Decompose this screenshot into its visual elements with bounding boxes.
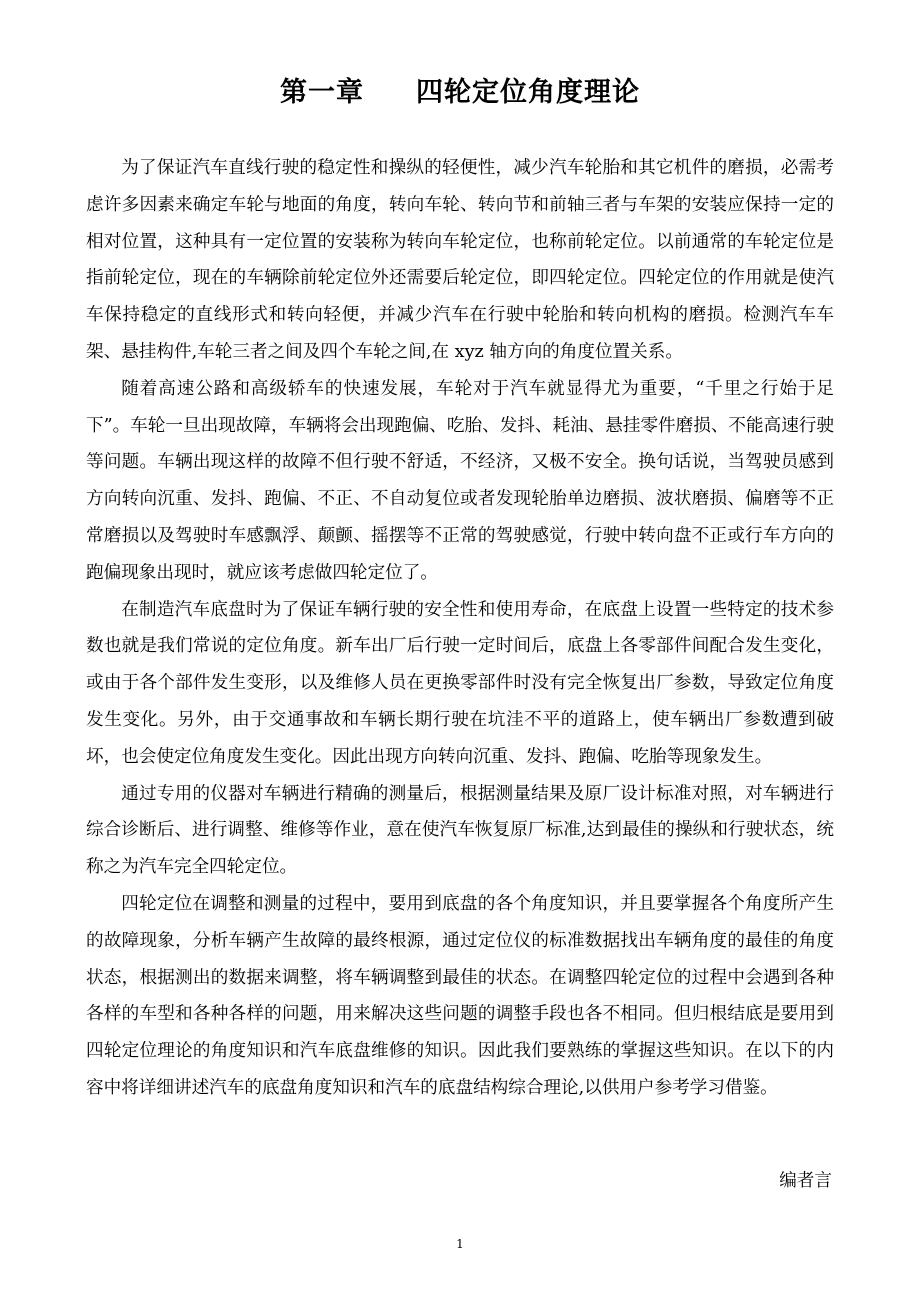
author-signature: 编者言	[779, 1171, 832, 1191]
chapter-title: 第一章 四轮定位角度理论	[280, 77, 640, 108]
page-number: 1	[456, 1237, 464, 1251]
paragraph: 通过专用的仪器对车辆进行精确的测量后，根据测量结果及原厂设计标准对照，对车辆进行综合诊断后、进行调整、维修等作业，意在使汽车恢复原厂标准,达到最佳的操纵和行驶状态，统称之为汽车完全四轮定位。	[86, 783, 834, 878]
body-text	[86, 150, 834, 1107]
paragraph: 在制造汽车底盘时为了保证车辆行驶的安全性和使用寿命，在底盘上设置一些特定的技术参数也就是我们常说的定位角度。新车出厂后行驶一定时间后，底盘上各零部件间配合发生变化，或由于各个部件发生变形，以及维修人员在更换零部件时没有完全恢复出厂参数，导致定位角度发生变化。另外，由于交通事故和车辆长期行驶在坑洼不平的道路上，使车辆出厂参数遭到破坏，也会使定位角度发生变化。因此出现方向转向沉重、发抖、跑偏、吃胎等现象发生。	[86, 599, 834, 767]
paragraph: 四轮定位在调整和测量的过程中，要用到底盘的各个角度知识，并且要掌握各个角度所产生的故障现象，分析车辆产生故障的最终根源，通过定位仪的标准数据找出车辆角度的最佳的角度状态，根据测出的数据来调整，将车辆调整到最佳的状态。在调整四轮定位的过程中会遇到各种各样的车型和各种各样的问题，用来解决这些问题的调整手段也各不相同。但归根结底是要用到四轮定位理论的角度知识和汽车底盘维修的知识。因此我们要熟练的掌握这些知识。在以下的内容中将详细讲述汽车的底盘角度知识和汽车的底盘结构综合理论,以供用户参考学习借鉴。	[86, 893, 834, 1098]
paragraph: 为了保证汽车直线行驶的稳定性和操纵的轻便性，减少汽车轮胎和其它机件的磨损，必需考虑许多因素来确定车轮与地面的角度，转向车轮、转向节和前轴三者与车架的安装应保持一定的相对位置，这种具有一定位置的安装称为转向车轮定位，也称前轮定位。以前通常的车轮定位是指前轮定位，现在的车辆除前轮定位外还需要后轮定位，即四轮定位。四轮定位的作用就是使汽车保持稳定的直线形式和转向轻便，并减少汽车在行驶中轮胎和转向机构的磨损。检测汽车车架、悬挂构件,车轮三者之间及四个车轮之间,在 xyz 轴方向的角度位置关系。	[86, 158, 834, 362]
paragraph: 随着高速公路和高级轿车的快速发展，车轮对于汽车就显得尤为重要，“千里之行始于足下”。车轮一旦出现故障，车辆将会出现跑偏、吃胎、发抖、耗油、悬挂零件磨损、不能高速行驶等问题。车辆出现这样的故障不但行驶不舒适，不经济，又极不安全。换句话说，当驾驶员感到方向转向沉重、发抖、跑偏、不正、不自动复位或者发现轮胎单边磨损、波状磨损、偏磨等不正常磨损以及驾驶时车感飘浮、颠颤、摇摆等不正常的驾驶感觉，行驶中转向盘不正或行车方向的跑偏现象出现时，就应该考虑做四轮定位了。	[86, 378, 834, 583]
